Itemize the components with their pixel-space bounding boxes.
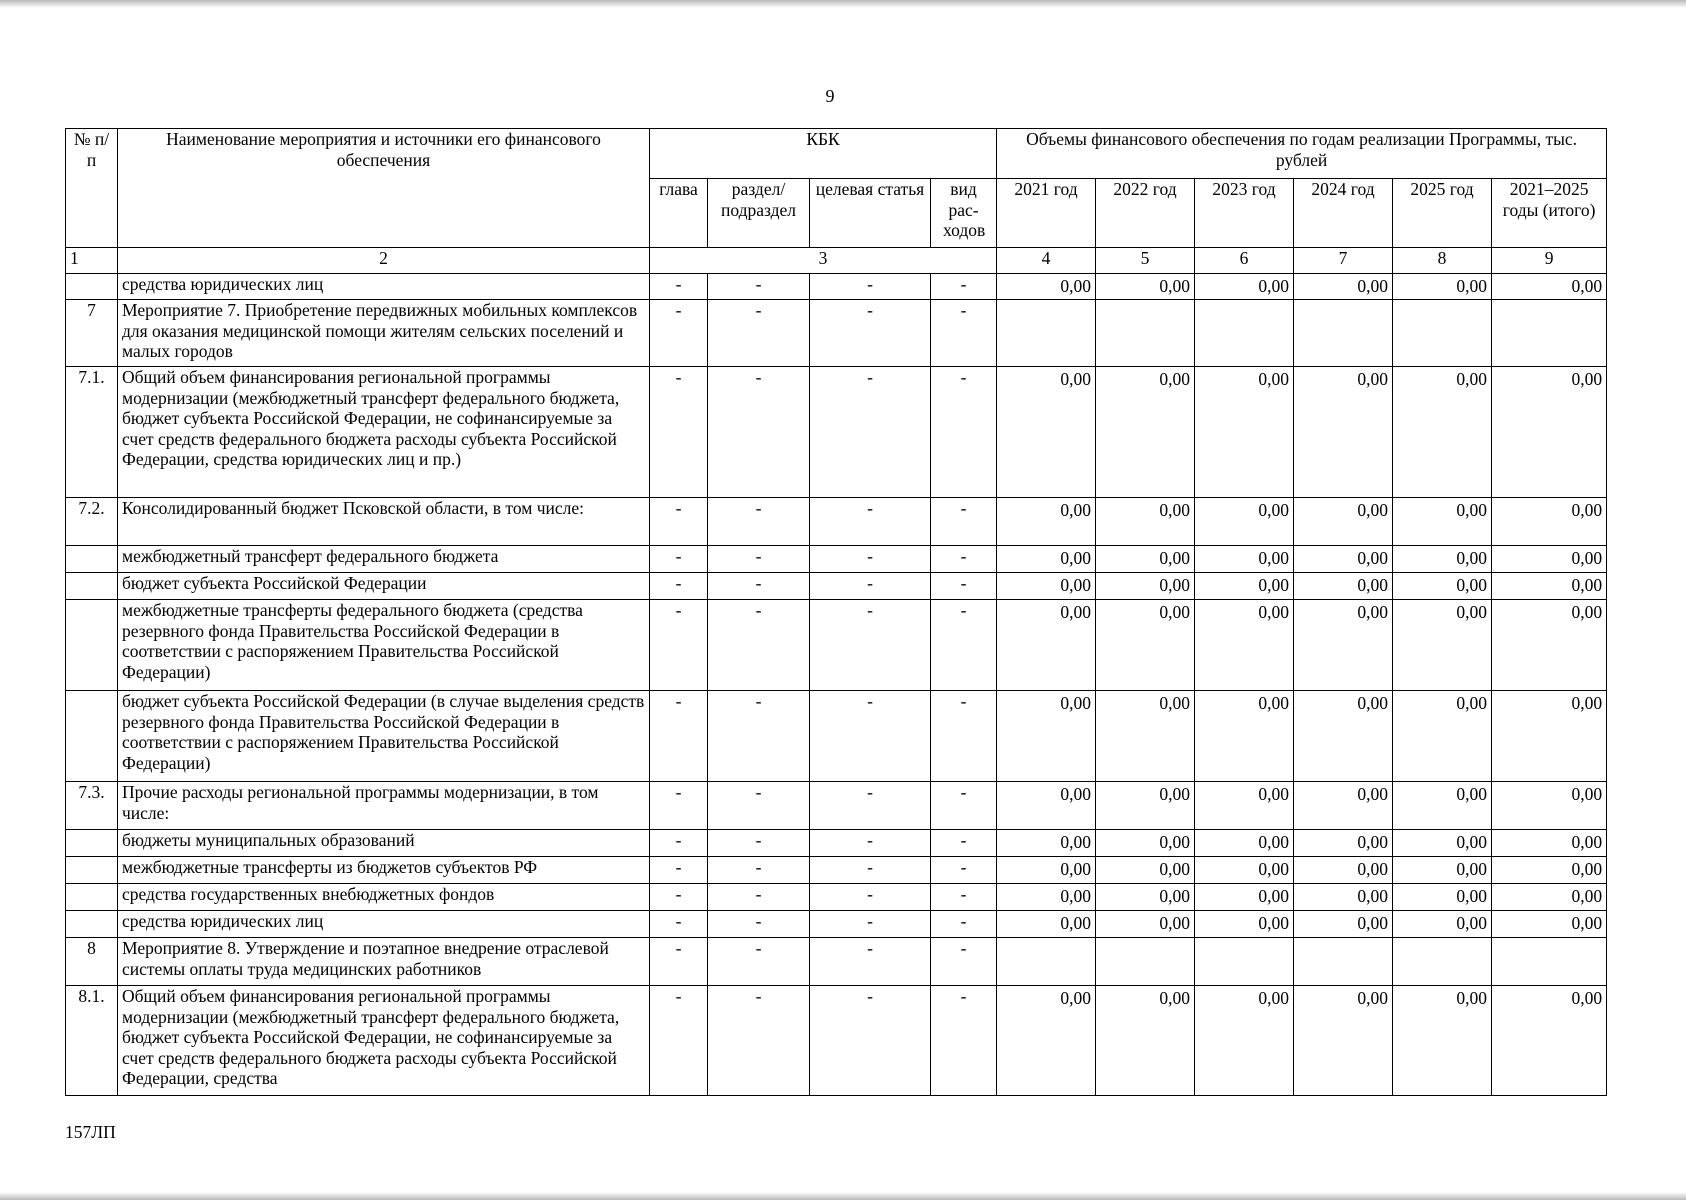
- kbk-glava-cell: -: [650, 367, 708, 498]
- header-kbk-razdel: раздел/ подраздел: [708, 179, 810, 248]
- col-number-4: 4: [997, 248, 1096, 274]
- row-name: Консолидированный бюджет Псковской области, в том числе:: [118, 498, 650, 546]
- col-number-6: 6: [1195, 248, 1294, 274]
- value-2023-cell: 0,00: [1195, 498, 1294, 546]
- kbk-vid-cell: -: [931, 300, 997, 367]
- value-2021-cell: [997, 938, 1096, 986]
- value-total-cell: 0,00: [1492, 573, 1607, 600]
- kbk-razdel-cell: -: [708, 691, 810, 782]
- col-number-9: 9: [1492, 248, 1607, 274]
- col-number-3: 3: [650, 248, 997, 274]
- value-total-cell: 0,00: [1492, 274, 1607, 300]
- table-row: [66, 498, 1607, 546]
- value-2022-cell: 0,00: [1096, 498, 1195, 546]
- value-2024-cell: 0,00: [1294, 691, 1393, 782]
- kbk-razdel-cell: -: [708, 300, 810, 367]
- kbk-statya-cell: -: [810, 600, 931, 691]
- kbk-razdel-cell: -: [708, 498, 810, 546]
- value-2022-cell: 0,00: [1096, 884, 1195, 911]
- kbk-glava-cell: -: [650, 884, 708, 911]
- value-2024-cell: 0,00: [1294, 911, 1393, 938]
- value-total-cell: 0,00: [1492, 830, 1607, 857]
- header-name-col: Наименование мероприятия и источники его финансового обеспечения: [118, 129, 650, 248]
- value-2023-cell: 0,00: [1195, 274, 1294, 300]
- value-2021-cell: 0,00: [997, 857, 1096, 884]
- value-2023-cell: 0,00: [1195, 986, 1294, 1096]
- value-2024-cell: [1294, 300, 1393, 367]
- kbk-vid-cell: -: [931, 830, 997, 857]
- kbk-glava-cell: -: [650, 938, 708, 986]
- row-name: Мероприятие 7. Приобретение передвижных мобильных комплексов для оказания медицинской помощи жителям сельских поселений и малых городов: [118, 300, 650, 367]
- row-number: [66, 600, 118, 691]
- value-2021-cell: 0,00: [997, 911, 1096, 938]
- kbk-razdel-cell: -: [708, 938, 810, 986]
- kbk-vid-cell: -: [931, 274, 997, 300]
- table-row: [66, 911, 1607, 938]
- kbk-statya-cell: -: [810, 884, 931, 911]
- header-kbk: КБК: [650, 129, 997, 179]
- value-2024-cell: 0,00: [1294, 986, 1393, 1096]
- value-2023-cell: 0,00: [1195, 857, 1294, 884]
- value-2023-cell: [1195, 938, 1294, 986]
- kbk-vid-cell: -: [931, 573, 997, 600]
- value-2025-cell: 0,00: [1393, 857, 1492, 884]
- row-number: [66, 546, 118, 573]
- row-number: [66, 857, 118, 884]
- scan-edge-top: [0, 0, 1686, 8]
- table-row: [66, 986, 1607, 1096]
- value-2024-cell: 0,00: [1294, 884, 1393, 911]
- kbk-vid-cell: -: [931, 367, 997, 498]
- kbk-glava-cell: -: [650, 830, 708, 857]
- value-2025-cell: 0,00: [1393, 274, 1492, 300]
- row-number: [66, 573, 118, 600]
- kbk-razdel-cell: -: [708, 274, 810, 300]
- row-name: межбюджетные трансферты федерального бюджета (средства резервного фонда Правительства Российской Федерации в соответствии с распоряжением Правительства Российской Федерации): [118, 600, 650, 691]
- kbk-vid-cell: -: [931, 600, 997, 691]
- value-total-cell: 0,00: [1492, 911, 1607, 938]
- row-name: Прочие расходы региональной программы модернизации, в том числе:: [118, 782, 650, 830]
- value-2021-cell: 0,00: [997, 546, 1096, 573]
- kbk-glava-cell: -: [650, 911, 708, 938]
- page-number: 9: [825, 86, 835, 106]
- value-2024-cell: 0,00: [1294, 830, 1393, 857]
- table-row: [66, 938, 1607, 986]
- value-2022-cell: 0,00: [1096, 857, 1195, 884]
- table-row: [66, 300, 1607, 367]
- value-2021-cell: 0,00: [997, 274, 1096, 300]
- kbk-vid-cell: -: [931, 911, 997, 938]
- col-number-8: 8: [1393, 248, 1492, 274]
- value-2024-cell: 0,00: [1294, 857, 1393, 884]
- value-total-cell: 0,00: [1492, 782, 1607, 830]
- col-number-5: 5: [1096, 248, 1195, 274]
- row-number: 7.1.: [66, 367, 118, 498]
- kbk-razdel-cell: -: [708, 911, 810, 938]
- header-kbk-glava: глава: [650, 179, 708, 248]
- value-2021-cell: 0,00: [997, 884, 1096, 911]
- value-2021-cell: 0,00: [997, 600, 1096, 691]
- row-name: средства юридических лиц: [118, 911, 650, 938]
- kbk-statya-cell: -: [810, 911, 931, 938]
- kbk-glava-cell: -: [650, 546, 708, 573]
- table-row: [66, 274, 1607, 300]
- kbk-razdel-cell: -: [708, 546, 810, 573]
- row-number: [66, 911, 118, 938]
- col-number-2: 2: [118, 248, 650, 274]
- footer-code: 157ЛП: [65, 1122, 116, 1142]
- value-2025-cell: 0,00: [1393, 691, 1492, 782]
- value-2023-cell: [1195, 300, 1294, 367]
- kbk-glava-cell: -: [650, 857, 708, 884]
- value-total-cell: [1492, 938, 1607, 986]
- value-2024-cell: [1294, 938, 1393, 986]
- row-number: [66, 691, 118, 782]
- kbk-glava-cell: -: [650, 600, 708, 691]
- column-number-row: [66, 248, 1607, 274]
- value-2021-cell: 0,00: [997, 498, 1096, 546]
- kbk-glava-cell: -: [650, 986, 708, 1096]
- value-2023-cell: 0,00: [1195, 600, 1294, 691]
- kbk-razdel-cell: -: [708, 884, 810, 911]
- value-2023-cell: 0,00: [1195, 546, 1294, 573]
- value-total-cell: 0,00: [1492, 498, 1607, 546]
- header-kbk-vid: вид рас-ходов: [931, 179, 997, 248]
- value-2023-cell: 0,00: [1195, 573, 1294, 600]
- value-2025-cell: 0,00: [1393, 830, 1492, 857]
- value-total-cell: 0,00: [1492, 884, 1607, 911]
- row-name: средства юридических лиц: [118, 274, 650, 300]
- value-2021-cell: [997, 300, 1096, 367]
- header-year-2021: 2021 год: [997, 179, 1096, 248]
- kbk-statya-cell: -: [810, 830, 931, 857]
- kbk-vid-cell: -: [931, 857, 997, 884]
- value-2022-cell: 0,00: [1096, 911, 1195, 938]
- value-2022-cell: 0,00: [1096, 691, 1195, 782]
- row-number: 8.1.: [66, 986, 118, 1096]
- header-num-col: № п/п: [66, 129, 118, 248]
- kbk-statya-cell: -: [810, 300, 931, 367]
- row-number: 7.3.: [66, 782, 118, 830]
- table-row: [66, 691, 1607, 782]
- value-2025-cell: 0,00: [1393, 573, 1492, 600]
- kbk-statya-cell: -: [810, 782, 931, 830]
- kbk-vid-cell: -: [931, 546, 997, 573]
- value-2025-cell: 0,00: [1393, 546, 1492, 573]
- value-2022-cell: 0,00: [1096, 782, 1195, 830]
- header-volumes: Объемы финансового обеспечения по годам реализации Программы, тыс. рублей: [997, 129, 1607, 179]
- row-number: 7.2.: [66, 498, 118, 546]
- value-2022-cell: 0,00: [1096, 367, 1195, 498]
- row-name: средства государственных внебюджетных фондов: [118, 884, 650, 911]
- row-name: бюджет субъекта Российской Федерации: [118, 573, 650, 600]
- kbk-statya-cell: -: [810, 573, 931, 600]
- kbk-vid-cell: -: [931, 884, 997, 911]
- value-total-cell: 0,00: [1492, 986, 1607, 1096]
- kbk-statya-cell: -: [810, 546, 931, 573]
- header-kbk-statya: целевая статья: [810, 179, 931, 248]
- value-total-cell: 0,00: [1492, 691, 1607, 782]
- value-2024-cell: 0,00: [1294, 573, 1393, 600]
- kbk-razdel-cell: -: [708, 782, 810, 830]
- value-total-cell: 0,00: [1492, 857, 1607, 884]
- value-2021-cell: 0,00: [997, 830, 1096, 857]
- kbk-statya-cell: -: [810, 938, 931, 986]
- kbk-glava-cell: -: [650, 274, 708, 300]
- value-total-cell: 0,00: [1492, 600, 1607, 691]
- value-2025-cell: 0,00: [1393, 782, 1492, 830]
- value-2025-cell: 0,00: [1393, 911, 1492, 938]
- col-number-7: 7: [1294, 248, 1393, 274]
- kbk-statya-cell: -: [810, 857, 931, 884]
- value-2024-cell: 0,00: [1294, 498, 1393, 546]
- value-2023-cell: 0,00: [1195, 782, 1294, 830]
- table-row: [66, 782, 1607, 830]
- kbk-glava-cell: -: [650, 691, 708, 782]
- value-2024-cell: 0,00: [1294, 367, 1393, 498]
- value-2025-cell: [1393, 300, 1492, 367]
- kbk-razdel-cell: -: [708, 830, 810, 857]
- row-name: Мероприятие 8. Утверждение и поэтапное внедрение отраслевой системы оплаты труда медицинских работников: [118, 938, 650, 986]
- kbk-vid-cell: -: [931, 938, 997, 986]
- value-2022-cell: [1096, 300, 1195, 367]
- value-2025-cell: 0,00: [1393, 498, 1492, 546]
- table-body: [66, 274, 1607, 1096]
- value-2023-cell: 0,00: [1195, 830, 1294, 857]
- kbk-statya-cell: -: [810, 691, 931, 782]
- value-2022-cell: 0,00: [1096, 986, 1195, 1096]
- value-2025-cell: [1393, 938, 1492, 986]
- header-year-2022: 2022 год: [1096, 179, 1195, 248]
- header-year-2023: 2023 год: [1195, 179, 1294, 248]
- row-number: 8: [66, 938, 118, 986]
- kbk-vid-cell: -: [931, 691, 997, 782]
- table-row: [66, 367, 1607, 498]
- value-2022-cell: 0,00: [1096, 274, 1195, 300]
- value-2021-cell: 0,00: [997, 573, 1096, 600]
- value-total-cell: 0,00: [1492, 367, 1607, 498]
- value-2021-cell: 0,00: [997, 782, 1096, 830]
- row-number: 7: [66, 300, 118, 367]
- table-row: [66, 600, 1607, 691]
- kbk-statya-cell: -: [810, 367, 931, 498]
- table-row: [66, 884, 1607, 911]
- table-row: [66, 830, 1607, 857]
- value-2025-cell: 0,00: [1393, 367, 1492, 498]
- value-total-cell: 0,00: [1492, 546, 1607, 573]
- value-2023-cell: 0,00: [1195, 911, 1294, 938]
- value-2021-cell: 0,00: [997, 691, 1096, 782]
- kbk-glava-cell: -: [650, 300, 708, 367]
- table-row: [66, 546, 1607, 573]
- kbk-statya-cell: -: [810, 986, 931, 1096]
- value-2022-cell: 0,00: [1096, 600, 1195, 691]
- value-2022-cell: 0,00: [1096, 546, 1195, 573]
- kbk-razdel-cell: -: [708, 986, 810, 1096]
- value-total-cell: [1492, 300, 1607, 367]
- value-2023-cell: 0,00: [1195, 367, 1294, 498]
- col-number-1: 1: [66, 248, 118, 274]
- row-name: бюджет субъекта Российской Федерации (в случае выделения средств резервного фонда Правительства Российской Федерации в соответствии с распоряжением Правительства Российской Федерации): [118, 691, 650, 782]
- value-2025-cell: 0,00: [1393, 884, 1492, 911]
- row-name: Общий объем финансирования региональной программы модернизации (межбюджетный трансферт федерального бюджета, бюджет субъекта Российской Федерации, не софинансируемые за счет средств федерального бюджета расходы субъекта Российской Федерации, средства: [118, 986, 650, 1096]
- value-2024-cell: 0,00: [1294, 546, 1393, 573]
- kbk-glava-cell: -: [650, 498, 708, 546]
- row-name: бюджеты муниципальных образований: [118, 830, 650, 857]
- value-2022-cell: [1096, 938, 1195, 986]
- row-number: [66, 830, 118, 857]
- value-2024-cell: 0,00: [1294, 600, 1393, 691]
- table-row: [66, 857, 1607, 884]
- row-number: [66, 884, 118, 911]
- row-number: [66, 274, 118, 300]
- row-name: межбюджетные трансферты из бюджетов субъектов РФ: [118, 857, 650, 884]
- value-2022-cell: 0,00: [1096, 830, 1195, 857]
- value-2024-cell: 0,00: [1294, 274, 1393, 300]
- row-name: Общий объем финансирования региональной программы модернизации (межбюджетный трансферт федерального бюджета, бюджет субъекта Российской Федерации, не софинансируемые за счет средств федерального бюджета расходы субъекта Российской Федерации, средства юридических лиц и пр.): [118, 367, 650, 498]
- kbk-statya-cell: -: [810, 274, 931, 300]
- scan-edge-bottom: [0, 1192, 1686, 1200]
- kbk-vid-cell: -: [931, 986, 997, 1096]
- value-2023-cell: 0,00: [1195, 884, 1294, 911]
- kbk-vid-cell: -: [931, 782, 997, 830]
- value-2022-cell: 0,00: [1096, 573, 1195, 600]
- header-year-total: 2021–2025 годы (итого): [1492, 179, 1607, 248]
- kbk-statya-cell: -: [810, 498, 931, 546]
- kbk-razdel-cell: -: [708, 600, 810, 691]
- value-2025-cell: 0,00: [1393, 600, 1492, 691]
- value-2021-cell: 0,00: [997, 367, 1096, 498]
- header-year-2025: 2025 год: [1393, 179, 1492, 248]
- kbk-razdel-cell: -: [708, 857, 810, 884]
- kbk-glava-cell: -: [650, 573, 708, 600]
- table-row: [66, 573, 1607, 600]
- row-name: межбюджетный трансферт федерального бюджета: [118, 546, 650, 573]
- kbk-razdel-cell: -: [708, 573, 810, 600]
- kbk-vid-cell: -: [931, 498, 997, 546]
- value-2021-cell: 0,00: [997, 986, 1096, 1096]
- value-2023-cell: 0,00: [1195, 691, 1294, 782]
- value-2025-cell: 0,00: [1393, 986, 1492, 1096]
- header-year-2024: 2024 год: [1294, 179, 1393, 248]
- value-2024-cell: 0,00: [1294, 782, 1393, 830]
- kbk-glava-cell: -: [650, 782, 708, 830]
- kbk-razdel-cell: -: [708, 367, 810, 498]
- financing-table: [65, 128, 1607, 1096]
